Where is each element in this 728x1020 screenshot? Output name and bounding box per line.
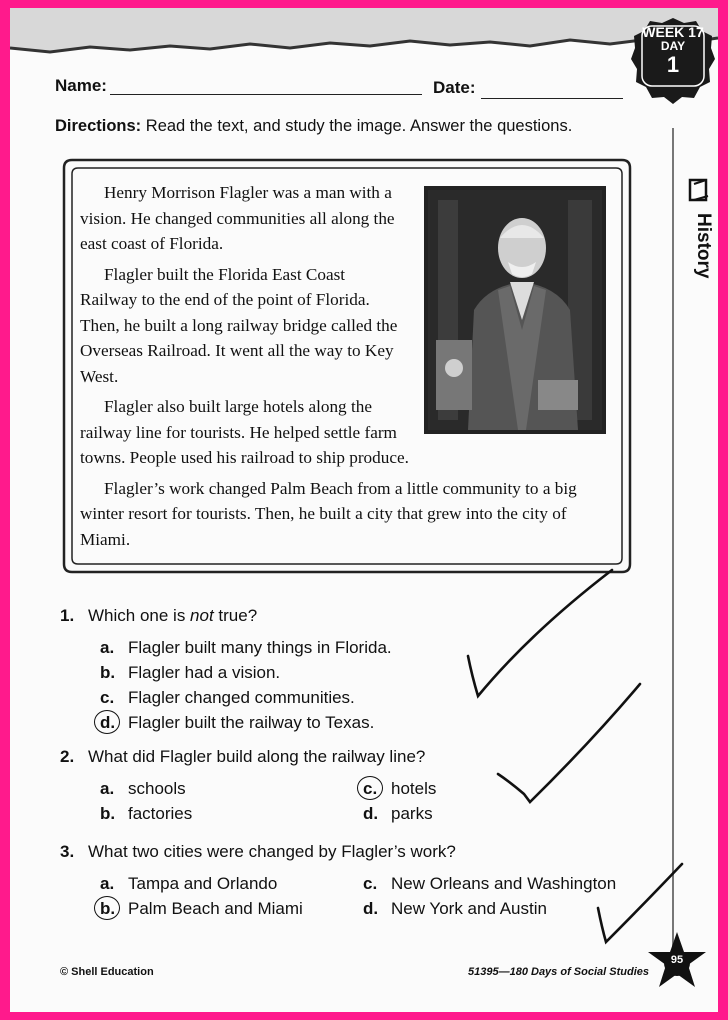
question-3-option-a[interactable]: a. Tampa and Orlando	[100, 874, 278, 893]
torn-paper-edge	[10, 8, 718, 68]
question-1-option-d[interactable]: d. Flagler built the railway to Texas.	[100, 713, 374, 733]
passage-paragraph-4: Flagler’s work changed Palm Beach from a little community to a big winter resort for tourists. Then, he built a city that grew into the city of Miami.	[80, 478, 577, 549]
worksheet-page	[10, 8, 718, 1012]
question-2-option-d[interactable]: d. parks	[363, 804, 433, 823]
passage-paragraph-3: Flagler also built large hotels along the railway line for tourists. He helped settle farm towns. People used his railroad to ship produce.	[80, 397, 409, 467]
name-field[interactable]	[110, 94, 422, 95]
question-1-option-a[interactable]: a. Flagler built many things in Florida.	[100, 638, 392, 657]
question-3-option-d[interactable]: d. New York and Austin	[363, 899, 547, 918]
week-day-label	[636, 25, 710, 76]
margin-rule	[672, 128, 674, 958]
answer-circle	[94, 710, 120, 734]
day-number: 1	[666, 52, 680, 77]
name-label: Name:	[55, 76, 107, 95]
question-2: 2. What did Flagler build along the railway line?	[60, 747, 426, 766]
question-2-option-c[interactable]: c. hotels	[363, 779, 436, 799]
passage-paragraph-1: Henry Morrison Flagler was a man with a vision. He changed communities all along the east coast of Florida.	[80, 183, 395, 253]
subject-tab	[680, 173, 716, 323]
directions-label: Directions:	[55, 117, 142, 135]
date-field[interactable]	[481, 98, 623, 99]
week-label: WEEK 17	[642, 24, 704, 40]
directions	[55, 117, 572, 136]
question-number: 1.	[60, 606, 75, 625]
directions-text: Read the text, and study the image. Answer the questions.	[141, 117, 573, 135]
book-icon	[688, 178, 710, 204]
page-number: 95	[670, 954, 684, 966]
question-2-option-b[interactable]: b. factories	[100, 804, 193, 823]
footer-publisher: © Shell Education	[60, 966, 154, 978]
answer-circle	[357, 776, 383, 800]
answer-circle	[94, 896, 120, 920]
subject-label: History	[693, 213, 714, 279]
question-3-option-c[interactable]: c. New Orleans and Washington	[363, 874, 617, 893]
checkmark-icon	[468, 570, 612, 696]
question-1-option-c[interactable]: c. Flagler changed communities.	[100, 688, 355, 707]
date-label: Date:	[433, 78, 476, 97]
footer-product: 51395—180 Days of Social Studies	[468, 966, 649, 978]
checkmark-icon	[498, 684, 640, 802]
question-2-option-a[interactable]: a. schools	[100, 779, 186, 798]
passage-paragraph-2: Flagler built the Florida East Coast Railway to the end of the point of Florida. Then, he built a long railway bridge called the Overseas Railroad. It went all the way to Key West.	[80, 264, 398, 386]
question-number: 2.	[60, 747, 75, 766]
question-3-option-b[interactable]: b. Palm Beach and Miami	[100, 899, 303, 919]
flagler-portrait-image	[424, 186, 606, 434]
question-number: 3.	[60, 842, 75, 861]
question-3: 3. What two cities were changed by Flagler’s work?	[60, 842, 456, 861]
question-1-option-b[interactable]: b. Flagler had a vision.	[100, 663, 281, 682]
question-1: 1. Which one is not true?	[60, 606, 258, 625]
day-label: DAY	[660, 39, 686, 53]
